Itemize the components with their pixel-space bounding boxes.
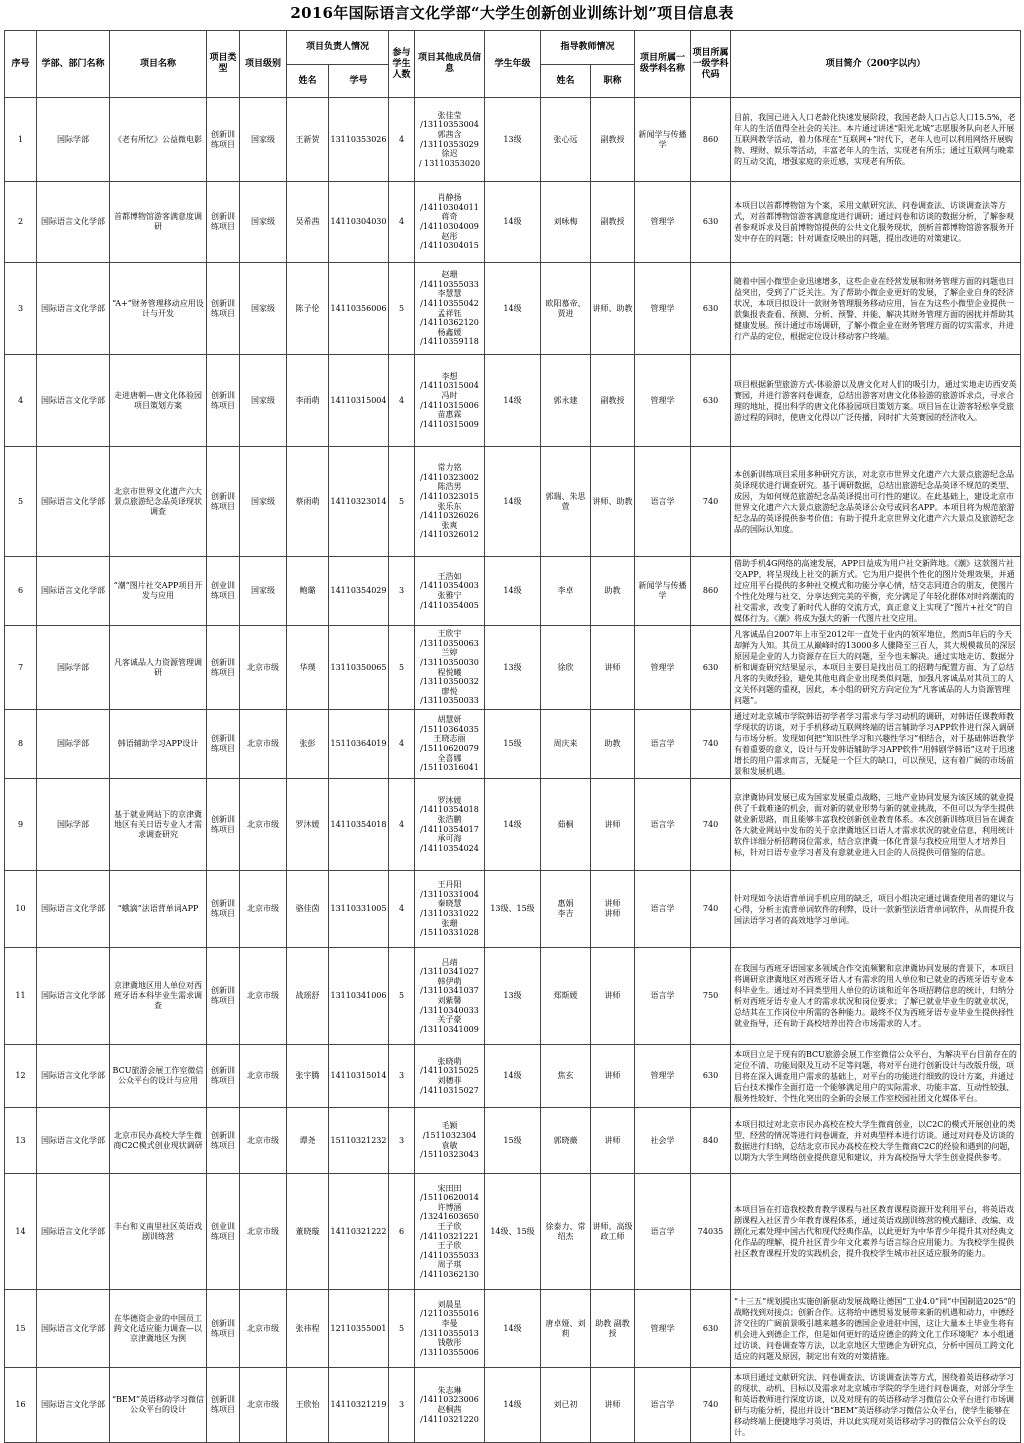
row-grade: 14级 [485, 557, 541, 626]
header-type: 项目类型 [207, 31, 240, 98]
row-discipline: 管理学 [635, 626, 691, 710]
row-members: 李想 /14110315004 冯时 /14110315006 苗惠霖 /14110315009 [415, 355, 485, 447]
row-grade: 14级 [485, 779, 541, 871]
table-row [5, 1174, 1021, 1290]
row-project-level: 国家级 [240, 98, 287, 182]
row-leader-name: 王欣怡 [287, 1368, 329, 1443]
row-discipline: 语言学 [635, 871, 691, 948]
row-leader-id: 14110323014 [329, 447, 389, 557]
row-seq: 6 [5, 557, 37, 626]
header-grade: 学生年级 [485, 31, 541, 98]
header-seq: 序号 [5, 31, 37, 98]
row-project-type: 创新训练项目 [207, 626, 240, 710]
row-discipline-code: 74035 [691, 1174, 731, 1290]
row-project-name: 首都博物馆游客满意度调研 [110, 182, 207, 263]
table-row [5, 557, 1021, 626]
row-members: 宋田田 /15110620014 许博涵 /13241603650 王子欣 /14110321221 王子欣 /14110355033 周子琪 /14110362130 [415, 1174, 485, 1290]
header-name: 项目名称 [110, 31, 207, 98]
table-header [5, 31, 1021, 98]
row-project-name: BCU旅游会展工作室微信公众平台的设计与应用 [110, 1045, 207, 1108]
row-leader-name: 张宇腾 [287, 1045, 329, 1108]
row-discipline-code: 860 [691, 98, 731, 182]
row-leader-id: 14110354018 [329, 779, 389, 871]
row-advisor-title: 讲师、高级政工师 [591, 1174, 635, 1290]
row-project-type: 创新训练项目 [207, 1045, 240, 1108]
row-discipline-code: 740 [691, 779, 731, 871]
row-leader-name: 吴希茜 [287, 182, 329, 263]
row-discipline: 语言学 [635, 779, 691, 871]
row-grade: 14级、15级 [485, 1174, 541, 1290]
row-advisor-title: 讲师 [591, 779, 635, 871]
row-discipline: 新闻学与传播学 [635, 98, 691, 182]
row-leader-id: 14110304030 [329, 182, 389, 263]
row-advisor-title: 助教 [591, 557, 635, 626]
row-project-level: 北京市级 [240, 948, 287, 1045]
row-advisor-name: 刘咏梅 [541, 182, 591, 263]
row-members: 王浩如 /14110354003 张雅宁 /14110354005 [415, 557, 485, 626]
row-project-type: 创新训练项目 [207, 710, 240, 779]
table-row [5, 710, 1021, 779]
row-members: 赵珊 /14110355033 李慧慧 /14110355042 孟祥钰 /14110362120 杨鑫媛 /14110359118 [415, 263, 485, 355]
row-grade: 14级 [485, 182, 541, 263]
row-project-type: 创新训练项目 [207, 182, 240, 263]
row-discipline-code: 630 [691, 182, 731, 263]
row-advisor-title: 讲师、助教 [591, 263, 635, 355]
table-row [5, 98, 1021, 182]
row-leader-id: 14110354029 [329, 557, 389, 626]
row-discipline-code: 740 [691, 871, 731, 948]
row-members: 胡慧妍 /15110364035 王晓志丽 /15110620079 全喜娜 /15110316041 [415, 710, 485, 779]
row-project-type: 创新训练项目 [207, 263, 240, 355]
row-student-count: 3 [389, 1368, 415, 1443]
row-leader-id: 15110321232 [329, 1108, 389, 1174]
row-project-level: 北京市级 [240, 779, 287, 871]
row-members: 肖静扬 /14110304011 蒋奇 /14110304009 赵彤 /14110304015 [415, 182, 485, 263]
row-members: 王丹阳 /13110331004 秦晓慧 /13110331022 张珊 /15110331028 [415, 871, 485, 948]
row-project-name: 基于就业网站下的京津冀地区有关日语专业人才需求调查研究 [110, 779, 207, 871]
row-project-type: 创新训练项目 [207, 948, 240, 1045]
row-seq: 16 [5, 1368, 37, 1443]
row-seq: 11 [5, 948, 37, 1045]
row-leader-name: 陈子伦 [287, 263, 329, 355]
header-code: 项目所属一级学科代码 [691, 31, 731, 98]
row-seq: 1 [5, 98, 37, 182]
row-leader-id: 14110315014 [329, 1045, 389, 1108]
row-dept: 国际语言文化学部 [37, 263, 110, 355]
row-student-count: 5 [389, 626, 415, 710]
row-members: 朱志琳 /14110323006 赵桐茜 /14110321220 [415, 1368, 485, 1443]
header-discipline: 项目所属一级学科名称 [635, 31, 691, 98]
row-intro: 本项目旨在打造我校教育教学课程与社区教育课程资源开发利用平台，将英语戏剧课程入社区青少年教育课程体系，通过英语戏剧训练营的模式翻译、改编、戏剧化元素处理中国古代和现代经典作品，以此更好为中华青少年提升其对经典文化作品的理解，提升社区青少年文化素养与语言综合应用能力。为我校学生提供社区教育课程开发的实践机会，提升我校学生城市社区适应服务的能力。 [731, 1174, 1021, 1290]
table-row [5, 948, 1021, 1045]
row-project-level: 北京市级 [240, 871, 287, 948]
row-student-count: 5 [389, 263, 415, 355]
row-grade: 13级 [485, 98, 541, 182]
row-members: 毛颖 /1511032304 袁敏 /15110323043 [415, 1108, 485, 1174]
row-grade: 14级 [485, 1368, 541, 1443]
row-project-level: 北京市级 [240, 1368, 287, 1443]
row-project-type: 创业训练项目 [207, 557, 240, 626]
row-discipline: 管理学 [635, 263, 691, 355]
row-project-type: 创新训练项目 [207, 1368, 240, 1443]
row-student-count: 3 [389, 557, 415, 626]
row-student-count: 5 [389, 1290, 415, 1368]
header-count: 参与学生人数 [389, 31, 415, 98]
row-project-name: “蛾滴”法语背单词APP [110, 871, 207, 948]
row-leader-id: 14110321222 [329, 1174, 389, 1290]
row-seq: 8 [5, 710, 37, 779]
row-leader-id: 14110356006 [329, 263, 389, 355]
row-leader-name: 李雨萌 [287, 355, 329, 447]
row-grade: 14级 [485, 1290, 541, 1368]
table-row [5, 871, 1021, 948]
row-seq: 7 [5, 626, 37, 710]
row-intro: 针对现如今法语背单词手机应用的缺乏，项目小组决定通过调查使用者的建议与心得，分析主流背单词软件的利弊，设计一款新型法语背单词软件，从而提升我国法语学习者的高效地学习单词。 [731, 871, 1021, 948]
header-leader-id: 学号 [329, 65, 389, 98]
row-advisor-title: 讲师 [591, 948, 635, 1045]
row-leader-name: 王新贺 [287, 98, 329, 182]
row-discipline-code: 740 [691, 1368, 731, 1443]
row-project-name: “A+”财务管理移动应用设计与开发 [110, 263, 207, 355]
row-advisor-title: 讲师 [591, 1045, 635, 1108]
row-advisor-name: 郑斯媛 [541, 948, 591, 1045]
project-info-table [4, 30, 1021, 1443]
row-leader-name: 张祎程 [287, 1290, 329, 1368]
row-project-name: 京津冀地区用人单位对西班牙语本科毕业生需求调查 [110, 948, 207, 1045]
table-row [5, 626, 1021, 710]
row-dept: 国际语言文化学部 [37, 1174, 110, 1290]
header-leader-group: 项目负责人情况 [287, 31, 389, 65]
row-project-type: 创新训练项目 [207, 447, 240, 557]
row-discipline: 语言学 [635, 1368, 691, 1443]
row-dept: 国际语言文化学部 [37, 557, 110, 626]
row-discipline-code: 630 [691, 1045, 731, 1108]
row-advisor-name: 张心远 [541, 98, 591, 182]
row-project-type: 创新训练项目 [207, 355, 240, 447]
row-members: 刘晨星 /12110355016 李曼 /13110355013 钱敬彤 /13110355006 [415, 1290, 485, 1368]
row-advisor-name: 郭永建 [541, 355, 591, 447]
row-project-name: 走进唐朝—唐文化体验园项目策划方案 [110, 355, 207, 447]
row-dept: 国际语言文化学部 [37, 447, 110, 557]
row-discipline-code: 740 [691, 710, 731, 779]
header-advisor-group: 指导教师情况 [541, 31, 635, 65]
row-advisor-title: 副教授 [591, 355, 635, 447]
row-grade: 15级 [485, 1108, 541, 1174]
row-grade: 14级 [485, 355, 541, 447]
row-dept: 国际学部 [37, 779, 110, 871]
table-row [5, 1045, 1021, 1108]
row-student-count: 4 [389, 98, 415, 182]
row-discipline: 管理学 [635, 355, 691, 447]
row-leader-name: 战瑶舒 [287, 948, 329, 1045]
row-project-type: 创新训练项目 [207, 779, 240, 871]
row-project-level: 北京市级 [240, 710, 287, 779]
row-seq: 3 [5, 263, 37, 355]
row-members: 王欣宇 /13110350063 兰婷 /13110350030 程悦曦 /13110350032 廖悦 /13110350033 [415, 626, 485, 710]
row-advisor-name: 焦玄 [541, 1045, 591, 1108]
row-dept: 国际语言文化学部 [37, 871, 110, 948]
row-project-type: 创新训练项目 [207, 1108, 240, 1174]
row-discipline: 语言学 [635, 948, 691, 1045]
row-intro: 借助手机4G网络的高速发展，APP日益成为用户社交新阵地。《潮》这款图片社交APP，将呈现线上社交的新方式。它为用户提供个性化的图片处理效果，并通过应用平台提供的多种社交模式和功能分享心情，结交志同道合的朋友，使图片个性化处理与社交、分享达到完美的平衡，充分满足了年轻化群体对时尚潮流的社交需求，改变了新时代人群的交流方式，真正意义上实现了“图片+社交”的自媒体行为。《潮》将成为强大的新一代图片社交应用。 [731, 557, 1021, 626]
row-discipline: 管理学 [635, 1290, 691, 1368]
row-discipline-code: 840 [691, 1108, 731, 1174]
row-advisor-name: 郭瑞、朱思萱 [541, 447, 591, 557]
row-leader-id: 13110350065 [329, 626, 389, 710]
row-project-level: 国家级 [240, 263, 287, 355]
row-grade: 13级、15级 [485, 871, 541, 948]
row-seq: 2 [5, 182, 37, 263]
table-row [5, 1108, 1021, 1174]
row-advisor-title: 讲师、助教 [591, 447, 635, 557]
row-leader-name: 鲍璐 [287, 557, 329, 626]
row-project-name: 凡客诚品人力资源管理调研 [110, 626, 207, 710]
row-discipline: 语言学 [635, 1174, 691, 1290]
row-intro: 项目根据新型旅游方式-体验游以及唐文化对人们的吸引力，通过实地走访西安英赛园，并进行游客问卷调查，总结出游客对唐文化体验游的旅游诉求点，寻求合理的地址，提出科学的唐文化体验园项目策划方案。项目旨在让游客轻松享受旅游过程的同时，使唐文化得以广泛传播，同时扩大英赛园的经济收入。 [731, 355, 1021, 447]
row-discipline-code: 630 [691, 263, 731, 355]
row-intro: “十三五”规划提出实施创新驱动发展战略让德国“工业4.0”同“中国制造2025”的战略找到对接点；创新合作。这将给中德贸易发展带来新的机遇和动力，中德经济交往的广阔前景吸引越来越多的德国企业进驻中国，这让大量本土毕业生将有机会进入到德企工作，但是如何更好的适应德企的跨文化工作环境呢？本小组通过访谈、问卷调查等方法，以北京地区大型德企为研究点，分析中国员工跨文化适应的问题及原因，制定出有效的对策措施。 [731, 1290, 1021, 1368]
row-grade: 14级 [485, 447, 541, 557]
header-advisor-title: 职称 [591, 65, 635, 98]
row-seq: 14 [5, 1174, 37, 1290]
document-title: 2016年国际语言文化学部“大学生创新创业训练计划”项目信息表 [290, 4, 734, 22]
table-row [5, 182, 1021, 263]
row-student-count: 4 [389, 779, 415, 871]
row-intro: 本项目以首都博物馆为个案，采用文献研究法、问卷调查法、访谈调查法等方式，对首都博物馆游客满意度进行调研；通过问卷和访谈的数据分析，了解参观者参观诉求及目前博物馆提供的公共文化服务现状，剖析首都博物馆游客服务开发中存在的问题；针对调查反映出的问题，提出改进的对策建议。 [731, 182, 1021, 263]
row-intro: 本项目立足于现有的BCU旅游会展工作室微信公众平台，为解决平台目前存在的定位不清、功能局限及互动不足等问题，将对平台进行创新设计与改版升级，项目将在深入调查用户需求的基础上，对平台的功能进行细致的设计方案，并通过后台技术操作全面打造一个能够满足用户的实际需求、功能丰富、互动性较强、服务性较好、个性化突出的全新的会展工作室校园社团文化媒体平台。 [731, 1045, 1021, 1108]
table-row [5, 355, 1021, 447]
row-discipline-code: 630 [691, 355, 731, 447]
row-advisor-title: 讲师 讲师 [591, 871, 635, 948]
row-discipline-code: 630 [691, 1290, 731, 1368]
table-row [5, 779, 1021, 871]
row-dept: 国际语言文化学部 [37, 1368, 110, 1443]
row-members: 罗沐媛 /14110354018 张浩鹏 /14110354017 承可海 /14110354024 [415, 779, 485, 871]
row-discipline-code: 740 [691, 447, 731, 557]
row-intro: 通过对北京城市学院韩语初学者学习需求与学习动机的调研，对韩语任课教师教学现状的访谈，对于手机移动互联网终端的语言辅助学习APP软件进行深入调研与市场分析。发现如何把“知识性学习和兴趣性学习”相结合，对于基础韩语教学有着重要的意义，设计与开发韩语辅助学习APP软件“用韩剧学韩语”这对于迅速增长的用户需求而言，无疑是一个巨大的缺口，可以预见，这有着广阔的市场前景和发展机遇。 [731, 710, 1021, 779]
row-leader-name: 谭尧 [287, 1108, 329, 1174]
row-discipline: 语言学 [635, 710, 691, 779]
row-student-count: 3 [389, 1045, 415, 1108]
row-seq: 12 [5, 1045, 37, 1108]
row-seq: 4 [5, 355, 37, 447]
row-discipline-code: 750 [691, 948, 731, 1045]
row-leader-id: 14110321219 [329, 1368, 389, 1443]
header-dept: 学部、部门名称 [37, 31, 110, 98]
row-advisor-name: 李卓 [541, 557, 591, 626]
row-leader-id: 14110315004 [329, 355, 389, 447]
row-project-type: 创新训练项目 [207, 871, 240, 948]
header-advisor-name: 姓名 [541, 65, 591, 98]
row-discipline: 新闻学与传播学 [635, 557, 691, 626]
row-project-name: 韩语辅助学习APP设计 [110, 710, 207, 779]
row-intro: 本项目通过文献研究法、问卷调查法、访谈调查法等方式，围绕着英语移动学习的现状、动机、目标以及需求对北京城市学院的学生进行问卷调查，对部分学生和英语教师进行深度访谈，以及对现有的英语移动学习微信公众平台进行市场调研与功能分析，提出并设计“BEM”英语移动学习微信公众平台，使学生能够在移动终端上便捷地学习英语，并以此实现对英语移动学习的微信公众平台的设计。 [731, 1368, 1021, 1443]
row-advisor-name: 唐卓娅、刘莉 [541, 1290, 591, 1368]
row-advisor-name: 周庆来 [541, 710, 591, 779]
row-members: 吕靖 /13110341027 韩伊萌 /13110341037 刘紫馨 /13110340033 关子豪 /13110341009 [415, 948, 485, 1045]
row-advisor-name: 刘已初 [541, 1368, 591, 1443]
table-row [5, 1290, 1021, 1368]
row-members: 常力铭 /14110323002 陈浩男 /14110323015 张乐东 /14110326026 张爽 /14110326012 [415, 447, 485, 557]
row-advisor-name: 徐欣 [541, 626, 591, 710]
row-project-level: 北京市级 [240, 1174, 287, 1290]
row-student-count: 5 [389, 447, 415, 557]
table-body [5, 98, 1021, 1443]
row-seq: 13 [5, 1108, 37, 1174]
table-row [5, 1368, 1021, 1443]
row-advisor-title: 助教 [591, 710, 635, 779]
row-dept: 国际学部 [37, 626, 110, 710]
row-advisor-title: 讲师 [591, 626, 635, 710]
row-project-name: 在华德资企业的中国员工跨文化适应能力调查—以京津冀地区为例 [110, 1290, 207, 1368]
row-seq: 9 [5, 779, 37, 871]
row-discipline: 社会学 [635, 1108, 691, 1174]
row-project-level: 国家级 [240, 182, 287, 263]
row-grade: 15级 [485, 710, 541, 779]
row-advisor-title: 副教授 [591, 182, 635, 263]
row-grade: 14级 [485, 263, 541, 355]
row-student-count: 4 [389, 710, 415, 779]
row-advisor-name: 郭晓薇 [541, 1108, 591, 1174]
row-project-type: 创新训练项目 [207, 98, 240, 182]
row-intro: 目前，我国已进入人口老龄化快速发展阶段，我国老龄人口占总人口15.5%，老年人的生活值得全社会的关注。本片通过讲述“阳光北城”志愿服务队向老人开展互联网教学活动，着力体现在“互联网+”时代下，老年人也可以利用网络开展购物、理财、娱乐等活动，丰富老年人的生活，实现老有所乐；通过互联网与晚辈的互动交流，增强家庭的亲近感，实现老有所依。 [731, 98, 1021, 182]
header-level: 项目级别 [240, 31, 287, 98]
row-advisor-title: 讲师 [591, 1108, 635, 1174]
row-leader-id: 13110341006 [329, 948, 389, 1045]
row-dept: 国际语言文化学部 [37, 1108, 110, 1174]
row-members: 张佳莹 /13110353004 郭茜含 /13110353029 徐迟 / 13110353020 [415, 98, 485, 182]
row-seq: 10 [5, 871, 37, 948]
row-leader-name: 蔡雨萌 [287, 447, 329, 557]
row-intro: 凡客诚品自2007年上市至2012年一直处于业内的领军地位，然而5年后的今天却鲜为人知。其员工从巅峰时的13000多人骤降至三百人，其大规模裁员的深层原因是企业的人力资源存在巨大的问题，至今也未解决。通过实地走访、数据分析和调查研究结果显示，本项目主要目是找出员工的招聘与配置方面、为了总结凡客的失败经验，避免其他电商企业出现类似问题，加强凡客诚品对其员工的人文关怀问题的重视，因此，本小组的研究方向定位为“凡客诚品的人力资源管理问题”。 [731, 626, 1021, 710]
row-project-name: “潮”图片社交APP项目开发与应用 [110, 557, 207, 626]
header-leader-name: 姓名 [287, 65, 329, 98]
row-grade: 13级 [485, 626, 541, 710]
row-project-level: 北京市级 [240, 1108, 287, 1174]
row-leader-id: 12110355001 [329, 1290, 389, 1368]
row-leader-name: 董晓璇 [287, 1174, 329, 1290]
row-student-count: 4 [389, 182, 415, 263]
row-grade: 14级 [485, 1045, 541, 1108]
row-intro: 京津冀协同发展已成为国家发展重点战略，三地产业协同发展为该区域的就业提供了千载难逢的机会，面对新的就业形势与新的就业挑战，不但可以为学生提供就业新思路，而且能够丰富我校创新创业教育体系。本次创新训练项目旨在调查各大就业网站中发布的关于京津冀地区日语人才需求状况的就业信息，利用统计软件详细分析招聘岗位需求，结合京津冀一体化背景与我校应用型人才培养目标，针对日语专业学习者及有意就业进入日企的人员提供可借鉴的信息。 [731, 779, 1021, 871]
row-discipline: 语言学 [635, 447, 691, 557]
row-student-count: 6 [389, 1174, 415, 1290]
row-project-level: 北京市级 [240, 1045, 287, 1108]
row-leader-name: 骆佳茵 [287, 871, 329, 948]
header-intro: 项目简介（200字以内） [731, 31, 1021, 98]
row-project-level: 国家级 [240, 355, 287, 447]
row-dept: 国际语言文化学部 [37, 1290, 110, 1368]
row-discipline-code: 630 [691, 626, 731, 710]
row-intro: 本项目拟过对北京市民办高校在校大学生微商创业，以C2C的模式开展创业的类型、经营的情况等进行问卷调查，并对典型样本进行访谈。通过对问卷及访谈的数据进行归纳，总结北京市民办高校在校大学生微商C2C的经验和遇到的问题，以期为大学生网络创业提供意见和建议，并为高校指导大学生创业提供参考。 [731, 1108, 1021, 1174]
row-advisor-name: 欧阳慕帝、贾进 [541, 263, 591, 355]
row-leader-id: 15110364019 [329, 710, 389, 779]
row-project-level: 国家级 [240, 447, 287, 557]
row-discipline-code: 860 [691, 557, 731, 626]
row-seq: 5 [5, 447, 37, 557]
row-leader-name: 华璞 [287, 626, 329, 710]
row-leader-name: 张彭 [287, 710, 329, 779]
row-dept: 国际语言文化学部 [37, 182, 110, 263]
row-project-name: 《老有所忆》公益微电影 [110, 98, 207, 182]
row-members: 张晓萌 /14110315025 刘穗菲 /14110315027 [415, 1045, 485, 1108]
row-seq: 15 [5, 1290, 37, 1368]
row-project-level: 北京市级 [240, 626, 287, 710]
row-student-count: 3 [389, 1108, 415, 1174]
row-advisor-name: 茹桐 [541, 779, 591, 871]
row-student-count: 4 [389, 355, 415, 447]
row-grade: 13级 [485, 948, 541, 1045]
row-intro: 本创新训练项目采用多种研究方法，对北京市世界文化遗产六大景点旅游纪念品英译现状进行调查研究。基于调研数据，总结出旅游纪念品英译不规范的类型、成因，为如何规范旅游纪念品英译提出可行性的建议。在此基础上，建设北京市世界文化遗产六大景点旅游纪念品英译公众号或同名APP。本项目将为规范旅游纪念品的英译提供参考价值；有助于提升北京世界文化遗产六大景点及旅游纪念品的国际认知度。 [731, 447, 1021, 557]
row-project-level: 北京市级 [240, 1290, 287, 1368]
row-project-name: 丰台和义南里社区英语戏剧训练营 [110, 1174, 207, 1290]
row-dept: 国际语言文化学部 [37, 355, 110, 447]
row-leader-name: 罗沐媛 [287, 779, 329, 871]
row-project-level: 国家级 [240, 557, 287, 626]
row-dept: 国际学部 [37, 98, 110, 182]
row-advisor-title: 讲师 [591, 1368, 635, 1443]
row-leader-id: 13110353026 [329, 98, 389, 182]
row-dept: 国际语言文化学部 [37, 1045, 110, 1108]
table-row [5, 447, 1021, 557]
table-row [5, 263, 1021, 355]
row-project-type: 创新训练项目 [207, 1290, 240, 1368]
row-advisor-name: 徐泰力、常绍杰 [541, 1174, 591, 1290]
row-project-name: 北京市世界文化遗产六大景点旅游纪念品英译现状调查 [110, 447, 207, 557]
row-advisor-title: 助教 副教授 [591, 1290, 635, 1368]
row-project-name: 北京市民办高校大学生微商C2C模式创业现状调研 [110, 1108, 207, 1174]
row-discipline: 管理学 [635, 1045, 691, 1108]
row-discipline: 管理学 [635, 182, 691, 263]
row-project-type: 创业训练项目 [207, 1174, 240, 1290]
row-project-name: “BEM”英语移动学习微信公众平台的设计 [110, 1368, 207, 1443]
row-intro: 在我国与西班牙语国家多领域合作交流频繁和京津冀协同发展的背景下，本项目将调研京津冀地区对西班牙语人才有需求的用人单位和已就业的西班牙语专业本科毕业生。通过对不同类型用人单位的访谈和近年各项招聘信息的统计，归纳分析对西班牙语专业人才的需求状况和岗位要求；了解已就业毕业生的就业状况，总结其在工作岗位中所需的各种能力。最终不仅为西班牙语专业毕业生提供择性就业指导，还有助于高校培养出符合市场需求的人才。 [731, 948, 1021, 1045]
row-dept: 国际语言文化学部 [37, 948, 110, 1045]
row-student-count: 4 [389, 871, 415, 948]
row-dept: 国际学部 [37, 710, 110, 779]
row-intro: 随着中国小微型企业迅速增多，这些企业在经营发展和财务管理方面的问题也日益突出，受到了广泛关注。为了帮助小微企业更好的发展，了解企业自身的经济状况，本项目拟设计一款财务管理服务移动应用，旨在为这些小微型企业提供一款集报表查看、预测、分析、预警、并能、解决其财务管理方面的困扰并帮助其健康发展。预计通过市场调研，了解小微企业在财务管理方面的切实需求，并进行产品的定位，根据定位设计移动客户终端。 [731, 263, 1021, 355]
row-advisor-title: 副教授 [591, 98, 635, 182]
header-members: 项目其他成员信息 [415, 31, 485, 98]
row-advisor-name: 惠娟 李吉 [541, 871, 591, 948]
row-leader-id: 13110331005 [329, 871, 389, 948]
row-student-count: 5 [389, 948, 415, 1045]
